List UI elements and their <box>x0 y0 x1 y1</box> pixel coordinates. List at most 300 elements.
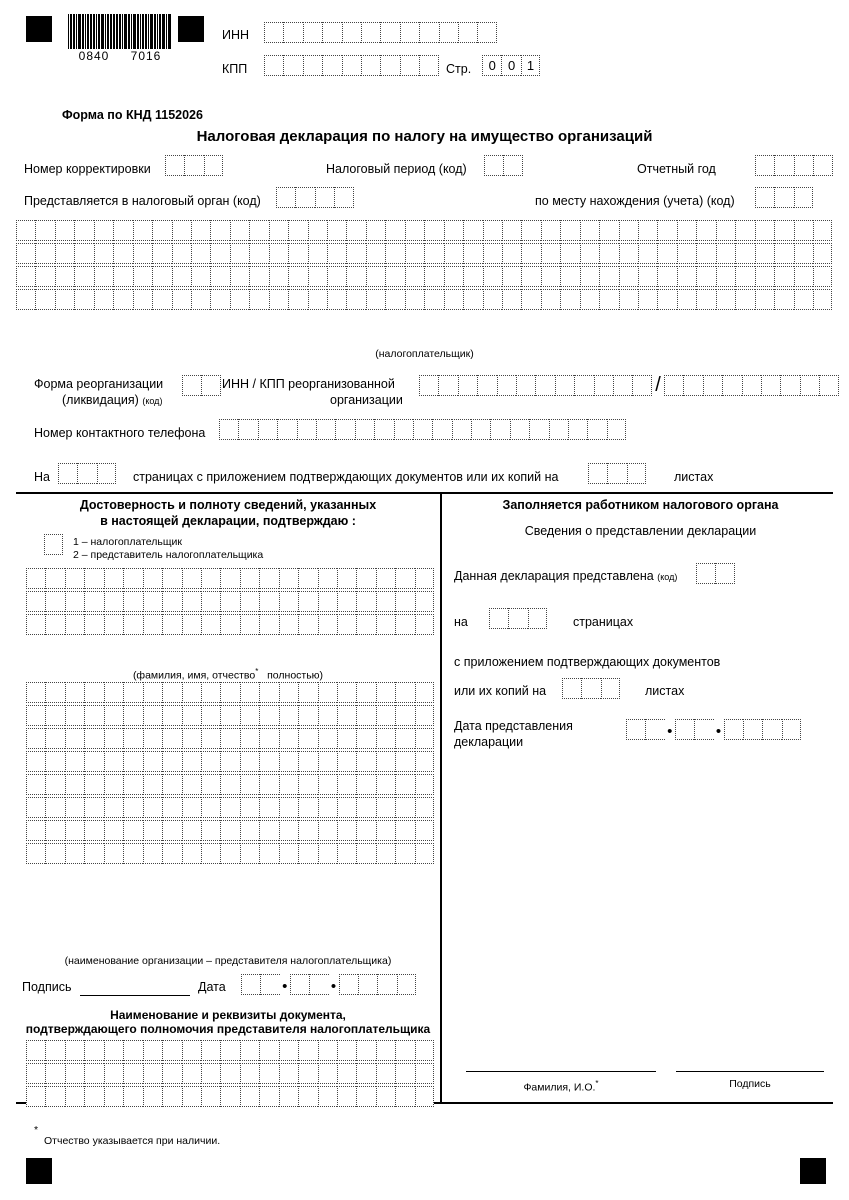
cell[interactable] <box>172 266 191 287</box>
cell[interactable] <box>782 719 801 740</box>
cell-row[interactable] <box>26 728 434 749</box>
cell[interactable] <box>184 155 203 176</box>
cell[interactable] <box>65 797 84 818</box>
cell[interactable] <box>356 1040 375 1061</box>
cell[interactable] <box>638 266 657 287</box>
cell[interactable] <box>318 682 337 703</box>
cell[interactable] <box>65 614 84 635</box>
cell[interactable] <box>269 243 288 264</box>
cell[interactable] <box>318 591 337 612</box>
cell[interactable] <box>502 289 521 310</box>
cell[interactable] <box>444 266 463 287</box>
cell[interactable] <box>361 22 380 43</box>
cell[interactable] <box>458 22 477 43</box>
submission-code-input[interactable] <box>696 563 735 584</box>
cell[interactable] <box>162 591 181 612</box>
cell[interactable] <box>26 568 45 589</box>
cell[interactable] <box>123 614 142 635</box>
cell[interactable] <box>55 266 74 287</box>
cell[interactable] <box>580 266 599 287</box>
office-name-line[interactable] <box>466 1071 656 1072</box>
cell[interactable] <box>84 1063 103 1084</box>
cell[interactable] <box>143 568 162 589</box>
phone-input[interactable] <box>219 419 626 440</box>
cell[interactable] <box>395 1086 414 1107</box>
cell[interactable] <box>376 797 395 818</box>
cell[interactable] <box>152 289 171 310</box>
cell-row[interactable] <box>26 591 434 612</box>
cell[interactable] <box>84 705 103 726</box>
cell[interactable] <box>104 614 123 635</box>
cell[interactable] <box>535 375 554 396</box>
cell[interactable] <box>722 375 741 396</box>
cell[interactable] <box>619 266 638 287</box>
cell[interactable] <box>356 797 375 818</box>
cell[interactable] <box>735 266 754 287</box>
cell[interactable] <box>45 568 64 589</box>
cell[interactable] <box>318 728 337 749</box>
cell[interactable] <box>26 614 45 635</box>
cell[interactable] <box>45 843 64 864</box>
cell[interactable] <box>288 266 307 287</box>
cell[interactable] <box>288 243 307 264</box>
cell[interactable] <box>279 728 298 749</box>
cell[interactable] <box>355 419 374 440</box>
cell[interactable] <box>298 568 317 589</box>
cell[interactable] <box>395 614 414 635</box>
cell[interactable] <box>201 774 220 795</box>
cell[interactable] <box>230 289 249 310</box>
cell[interactable] <box>201 614 220 635</box>
cell[interactable] <box>143 797 162 818</box>
cell[interactable] <box>104 682 123 703</box>
cell[interactable] <box>259 1040 278 1061</box>
cell[interactable] <box>316 419 335 440</box>
cell[interactable] <box>395 820 414 841</box>
cell[interactable] <box>432 419 451 440</box>
cell[interactable] <box>201 682 220 703</box>
cell[interactable] <box>675 719 694 740</box>
cell[interactable] <box>376 682 395 703</box>
cell[interactable] <box>819 375 838 396</box>
cell[interactable] <box>276 187 295 208</box>
cell[interactable] <box>696 266 715 287</box>
cell[interactable] <box>104 591 123 612</box>
cell[interactable] <box>395 728 414 749</box>
cell[interactable] <box>191 243 210 264</box>
cell[interactable] <box>65 682 84 703</box>
cell[interactable] <box>123 774 142 795</box>
cell[interactable] <box>26 751 45 772</box>
cell[interactable] <box>220 682 239 703</box>
cell[interactable] <box>303 55 322 76</box>
cell[interactable] <box>84 797 103 818</box>
cell[interactable] <box>376 614 395 635</box>
cell[interactable] <box>366 243 385 264</box>
cell[interactable] <box>123 568 142 589</box>
cell[interactable] <box>528 608 547 629</box>
cell[interactable] <box>65 728 84 749</box>
cell[interactable] <box>502 266 521 287</box>
cell-row[interactable] <box>26 774 434 795</box>
cell[interactable] <box>240 614 259 635</box>
cell[interactable] <box>104 705 123 726</box>
cell[interactable] <box>279 705 298 726</box>
cell[interactable] <box>123 705 142 726</box>
cell[interactable] <box>162 705 181 726</box>
cell[interactable] <box>376 591 395 612</box>
cell[interactable] <box>65 1063 84 1084</box>
cell[interactable] <box>113 289 132 310</box>
cell[interactable] <box>794 266 813 287</box>
cell[interactable] <box>104 728 123 749</box>
cell[interactable] <box>395 751 414 772</box>
cell[interactable] <box>334 187 353 208</box>
cell[interactable] <box>619 243 638 264</box>
cell[interactable] <box>337 751 356 772</box>
cell[interactable] <box>94 289 113 310</box>
cell[interactable] <box>774 155 793 176</box>
cell[interactable] <box>599 220 618 241</box>
cell[interactable] <box>800 375 819 396</box>
cell[interactable] <box>295 187 314 208</box>
cell[interactable] <box>309 974 328 995</box>
cell[interactable] <box>35 220 54 241</box>
cell[interactable] <box>279 774 298 795</box>
cell[interactable] <box>162 751 181 772</box>
cell[interactable] <box>735 220 754 241</box>
cell[interactable] <box>143 820 162 841</box>
cell[interactable] <box>143 705 162 726</box>
cell-row[interactable] <box>26 682 434 703</box>
cell-row[interactable] <box>16 266 832 287</box>
cell[interactable] <box>677 243 696 264</box>
cell[interactable] <box>298 1086 317 1107</box>
cell[interactable] <box>283 55 302 76</box>
cell[interactable] <box>65 705 84 726</box>
cell[interactable] <box>35 243 54 264</box>
cell[interactable] <box>290 974 309 995</box>
cell[interactable] <box>182 591 201 612</box>
cell[interactable] <box>356 1086 375 1107</box>
representative-org-input[interactable] <box>26 682 434 866</box>
cell[interactable] <box>568 419 587 440</box>
cell[interactable] <box>619 289 638 310</box>
cell[interactable] <box>269 220 288 241</box>
cell[interactable] <box>508 608 527 629</box>
cell-row[interactable] <box>26 614 434 635</box>
cell[interactable] <box>45 1040 64 1061</box>
cell[interactable] <box>65 1040 84 1061</box>
cell[interactable] <box>555 375 574 396</box>
cell[interactable] <box>415 614 434 635</box>
authority-document-input[interactable] <box>26 1040 434 1109</box>
cell[interactable] <box>264 22 283 43</box>
cell[interactable] <box>395 705 414 726</box>
cell[interactable] <box>143 1040 162 1061</box>
cell[interactable] <box>594 375 613 396</box>
cell[interactable] <box>337 591 356 612</box>
cell[interactable] <box>65 820 84 841</box>
cell[interactable] <box>308 243 327 264</box>
cell[interactable] <box>26 728 45 749</box>
cell[interactable] <box>220 843 239 864</box>
cell[interactable] <box>298 1040 317 1061</box>
cell[interactable] <box>694 719 713 740</box>
cell[interactable] <box>240 820 259 841</box>
cell[interactable] <box>298 728 317 749</box>
cell[interactable] <box>581 678 600 699</box>
cell[interactable] <box>65 1086 84 1107</box>
cell[interactable] <box>84 843 103 864</box>
cell[interactable] <box>361 55 380 76</box>
cell[interactable] <box>376 843 395 864</box>
representative-fio-input[interactable] <box>26 568 434 637</box>
cell[interactable] <box>613 375 632 396</box>
cell-row[interactable] <box>26 843 434 864</box>
cell[interactable] <box>337 797 356 818</box>
cell[interactable] <box>755 289 774 310</box>
cell[interactable] <box>366 220 385 241</box>
cell[interactable] <box>716 266 735 287</box>
cell[interactable] <box>45 820 64 841</box>
cell[interactable] <box>84 591 103 612</box>
cell[interactable] <box>249 289 268 310</box>
cell[interactable] <box>541 220 560 241</box>
cell[interactable] <box>424 243 443 264</box>
cell[interactable] <box>45 774 64 795</box>
cell[interactable] <box>55 220 74 241</box>
cell[interactable] <box>716 220 735 241</box>
cell[interactable] <box>279 614 298 635</box>
cell[interactable] <box>162 843 181 864</box>
cell[interactable] <box>395 843 414 864</box>
cell[interactable] <box>356 774 375 795</box>
cell[interactable] <box>463 289 482 310</box>
tax-authority-input[interactable] <box>276 187 354 208</box>
cell[interactable] <box>165 155 184 176</box>
pages-count-input[interactable] <box>58 463 116 484</box>
cell[interactable] <box>376 1040 395 1061</box>
cell[interactable] <box>297 419 316 440</box>
cell[interactable] <box>452 419 471 440</box>
cell[interactable] <box>755 243 774 264</box>
cell[interactable] <box>143 728 162 749</box>
cell[interactable] <box>143 614 162 635</box>
cell[interactable] <box>497 375 516 396</box>
cell[interactable] <box>182 568 201 589</box>
cell[interactable] <box>35 289 54 310</box>
cell[interactable] <box>220 614 239 635</box>
cell[interactable] <box>162 1063 181 1084</box>
cell[interactable] <box>337 705 356 726</box>
taxpayer-name-input[interactable] <box>16 220 832 312</box>
correction-number-input[interactable] <box>165 155 223 176</box>
cell[interactable] <box>607 419 626 440</box>
cell[interactable] <box>201 1063 220 1084</box>
cell[interactable] <box>696 289 715 310</box>
cell[interactable] <box>259 797 278 818</box>
cell[interactable] <box>356 705 375 726</box>
cell-row[interactable] <box>26 820 434 841</box>
cell[interactable] <box>502 220 521 241</box>
cell[interactable] <box>337 1086 356 1107</box>
cell[interactable] <box>318 614 337 635</box>
cell[interactable] <box>240 728 259 749</box>
cell[interactable] <box>191 266 210 287</box>
cell[interactable] <box>438 375 457 396</box>
cell[interactable] <box>240 568 259 589</box>
cell[interactable] <box>541 266 560 287</box>
representative-date-input[interactable] <box>241 974 416 995</box>
cell[interactable] <box>743 719 762 740</box>
cell[interactable] <box>249 266 268 287</box>
cell[interactable] <box>483 220 502 241</box>
cell[interactable] <box>327 266 346 287</box>
cell[interactable] <box>376 1063 395 1084</box>
cell[interactable] <box>337 843 356 864</box>
cell[interactable] <box>356 682 375 703</box>
cell[interactable] <box>182 843 201 864</box>
cell[interactable] <box>182 797 201 818</box>
cell[interactable] <box>264 55 283 76</box>
cell-row[interactable] <box>16 243 832 264</box>
cell[interactable] <box>318 751 337 772</box>
cell[interactable] <box>220 774 239 795</box>
cell[interactable] <box>580 220 599 241</box>
cell[interactable] <box>210 220 229 241</box>
cell[interactable] <box>162 682 181 703</box>
cell-row[interactable] <box>26 1040 434 1061</box>
cell[interactable] <box>133 243 152 264</box>
cell[interactable] <box>35 266 54 287</box>
cell[interactable] <box>762 719 781 740</box>
cell[interactable] <box>405 289 424 310</box>
cell[interactable] <box>342 55 361 76</box>
cell[interactable] <box>259 705 278 726</box>
cell[interactable] <box>318 1040 337 1061</box>
cell[interactable] <box>45 591 64 612</box>
cell[interactable] <box>599 266 618 287</box>
cell-row[interactable] <box>26 797 434 818</box>
cell[interactable] <box>484 155 503 176</box>
cell[interactable] <box>318 705 337 726</box>
cell[interactable] <box>94 220 113 241</box>
cell[interactable] <box>16 220 35 241</box>
cell[interactable] <box>26 591 45 612</box>
cell[interactable] <box>201 797 220 818</box>
cell-row[interactable] <box>26 1063 434 1084</box>
cell[interactable] <box>240 705 259 726</box>
cell[interactable] <box>113 266 132 287</box>
cell[interactable] <box>152 266 171 287</box>
cell[interactable] <box>65 591 84 612</box>
cell[interactable] <box>191 220 210 241</box>
cell[interactable] <box>376 774 395 795</box>
cell[interactable] <box>74 266 93 287</box>
cell[interactable] <box>182 614 201 635</box>
cell[interactable] <box>279 1086 298 1107</box>
cell[interactable] <box>104 843 123 864</box>
cell[interactable] <box>794 220 813 241</box>
cell[interactable] <box>303 22 322 43</box>
cell[interactable] <box>45 705 64 726</box>
cell[interactable] <box>260 974 279 995</box>
cell[interactable] <box>638 289 657 310</box>
cell[interactable] <box>16 266 35 287</box>
cell[interactable] <box>376 751 395 772</box>
cell[interactable] <box>794 243 813 264</box>
cell[interactable] <box>123 1040 142 1061</box>
cell-row[interactable] <box>16 220 832 241</box>
cell[interactable] <box>774 243 793 264</box>
cell[interactable] <box>395 1063 414 1084</box>
cell[interactable] <box>84 568 103 589</box>
cell[interactable] <box>415 591 434 612</box>
cell[interactable] <box>337 774 356 795</box>
cell[interactable] <box>683 375 702 396</box>
cell[interactable] <box>774 220 793 241</box>
cell[interactable] <box>405 243 424 264</box>
cell[interactable] <box>376 568 395 589</box>
cell[interactable] <box>337 728 356 749</box>
cell[interactable] <box>541 243 560 264</box>
cell[interactable] <box>26 682 45 703</box>
cell[interactable] <box>397 974 416 995</box>
cell[interactable] <box>716 289 735 310</box>
cell[interactable] <box>162 797 181 818</box>
cell[interactable] <box>279 843 298 864</box>
cell[interactable] <box>376 705 395 726</box>
cell[interactable] <box>58 463 77 484</box>
cell[interactable] <box>463 243 482 264</box>
cell[interactable] <box>26 774 45 795</box>
cell[interactable] <box>337 614 356 635</box>
cell[interactable] <box>152 243 171 264</box>
cell[interactable] <box>376 820 395 841</box>
cell[interactable] <box>560 220 579 241</box>
cell[interactable] <box>366 289 385 310</box>
cell[interactable] <box>638 243 657 264</box>
cell[interactable] <box>315 187 334 208</box>
cell[interactable] <box>463 220 482 241</box>
cell[interactable] <box>230 243 249 264</box>
cell[interactable] <box>755 266 774 287</box>
cell[interactable] <box>376 728 395 749</box>
cell[interactable] <box>356 591 375 612</box>
cell[interactable] <box>298 820 317 841</box>
cell[interactable] <box>104 820 123 841</box>
cell[interactable] <box>385 220 404 241</box>
cell[interactable] <box>182 705 201 726</box>
cell[interactable] <box>259 1063 278 1084</box>
cell[interactable] <box>220 751 239 772</box>
cell[interactable] <box>337 820 356 841</box>
cell[interactable] <box>588 463 607 484</box>
cell[interactable] <box>143 774 162 795</box>
cell[interactable] <box>424 266 443 287</box>
cell[interactable] <box>580 243 599 264</box>
cell[interactable] <box>220 820 239 841</box>
cell[interactable] <box>288 289 307 310</box>
cell[interactable] <box>400 22 419 43</box>
cell[interactable] <box>358 974 377 995</box>
cell[interactable] <box>210 266 229 287</box>
cell[interactable] <box>45 614 64 635</box>
cell[interactable] <box>715 563 734 584</box>
cell[interactable] <box>269 289 288 310</box>
cell[interactable] <box>259 774 278 795</box>
